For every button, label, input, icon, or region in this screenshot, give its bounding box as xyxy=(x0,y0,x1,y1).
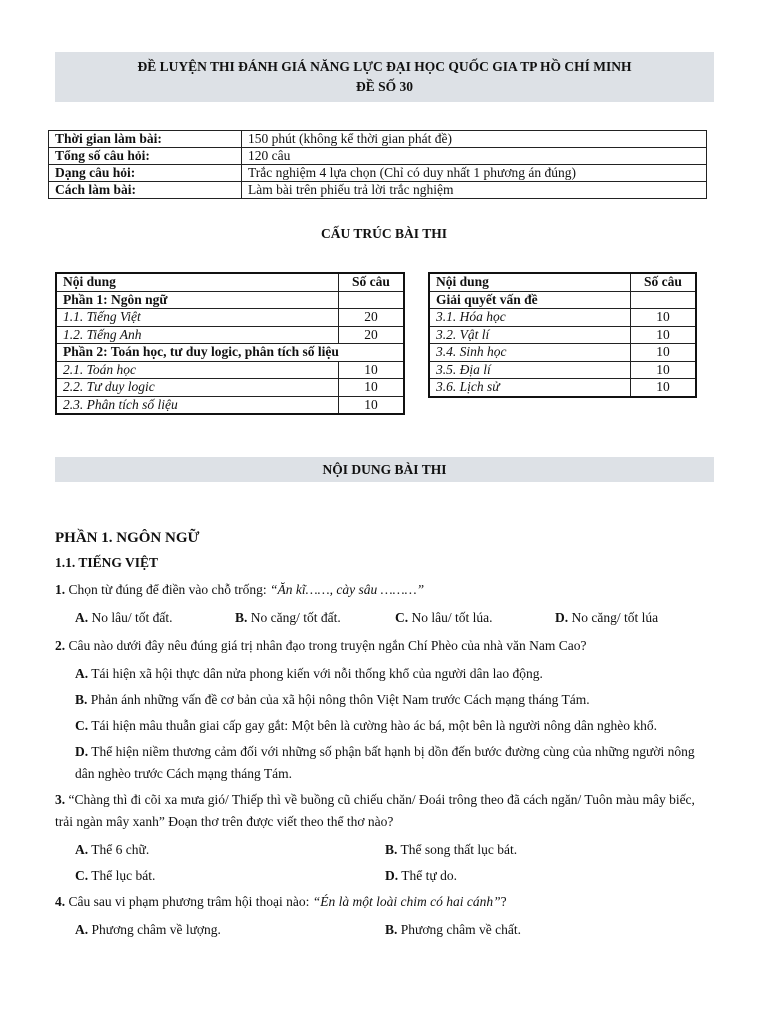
option-label: B. xyxy=(75,692,88,707)
table-header-row xyxy=(429,273,696,291)
option-text: Tái hiện mâu thuẫn giai cấp gay gắt: Một bên là cường hào ác bá, một bên là người nông dân nghèo khổ. xyxy=(91,718,658,733)
subject-cell: 1.1. Tiếng Việt xyxy=(56,309,339,327)
subject-cell: 2.2. Tư duy logic xyxy=(56,379,339,397)
option-label: C. xyxy=(75,868,89,883)
option-label: B. xyxy=(385,842,398,857)
info-key: Dạng câu hỏi: xyxy=(49,165,242,182)
option-text: Thể hiện niềm thương cảm đối với những số phận bất hạnh bị dồn đến bước đường cùng của những người nông dân nghèo trước Cách mạng tháng Tám. xyxy=(75,744,695,781)
structure-title: CẤU TRÚC BÀI THI xyxy=(321,226,447,241)
table-row xyxy=(429,326,696,344)
option-d[interactable] xyxy=(555,607,715,629)
subject-cell: 2.1. Toán học xyxy=(56,361,339,379)
table-header-row xyxy=(56,273,404,291)
question-quote: “Ăn kĩ……, cày sâu ………” xyxy=(270,582,425,597)
content-banner: NỘI DUNG BÀI THI xyxy=(55,457,714,482)
empty-cell xyxy=(339,291,405,309)
option-label: D. xyxy=(555,610,569,625)
option-d[interactable] xyxy=(385,865,695,887)
subject-cell: 3.6. Lịch sử xyxy=(429,379,631,397)
option-label: D. xyxy=(75,744,89,759)
option-text: No căng/ tốt lúa xyxy=(571,610,659,625)
subject-cell: 3.4. Sinh học xyxy=(429,344,631,362)
option-label: B. xyxy=(235,610,248,625)
subject-cell: 3.1. Hóa học xyxy=(429,309,631,327)
option-text: No lâu/ tốt lúa. xyxy=(411,610,493,625)
question-tail: ? xyxy=(500,894,507,909)
table-row xyxy=(56,344,404,362)
count-cell: 10 xyxy=(631,379,697,397)
question-1 xyxy=(55,579,715,601)
table-row xyxy=(429,361,696,379)
col-header: Số câu xyxy=(339,273,405,291)
question-3 xyxy=(55,789,715,833)
empty-cell xyxy=(631,291,697,309)
info-key: Tổng số câu hỏi: xyxy=(49,148,242,165)
info-key: Thời gian làm bài: xyxy=(49,131,242,148)
count-cell: 10 xyxy=(339,379,405,397)
table-row xyxy=(56,361,404,379)
option-a[interactable] xyxy=(75,919,385,941)
option-b[interactable] xyxy=(385,839,695,861)
structure-table-left xyxy=(55,272,405,415)
question-4-options-row1 xyxy=(75,919,715,941)
col-header: Số câu xyxy=(631,273,697,291)
question-text: Câu nào dưới đây nêu đúng giá trị nhân đạo trong truyện ngắn Chí Phèo của nhà văn Nam Cao? xyxy=(65,638,587,653)
question-number: 3. xyxy=(55,792,66,807)
subject-cell: 2.3. Phân tích số liệu xyxy=(56,396,339,414)
option-text: No lâu/ tốt đất. xyxy=(91,610,173,625)
option-label: A. xyxy=(75,922,89,937)
table-row xyxy=(49,148,707,165)
question-4 xyxy=(55,891,715,913)
question-3-options-row2 xyxy=(75,865,715,887)
table-row xyxy=(49,165,707,182)
question-number: 2. xyxy=(55,638,66,653)
table-row xyxy=(429,309,696,327)
option-label: A. xyxy=(75,610,89,625)
option-text: Phản ánh những vấn đề cơ bản của xã hội nông thôn Việt Nam trước Cách mạng tháng Tám. xyxy=(90,692,590,707)
count-cell: 10 xyxy=(339,361,405,379)
option-label: A. xyxy=(75,666,89,681)
structure-table-right xyxy=(428,272,697,398)
option-b[interactable] xyxy=(235,607,395,629)
table-row xyxy=(429,344,696,362)
option-c[interactable] xyxy=(395,607,555,629)
subject-cell: 3.5. Địa lí xyxy=(429,361,631,379)
info-value: Trắc nghiệm 4 lựa chọn (Chỉ có duy nhất 1 phương án đúng) xyxy=(242,165,707,182)
part-label: Phần 1: Ngôn ngữ xyxy=(56,291,339,309)
option-label: C. xyxy=(395,610,409,625)
count-cell: 20 xyxy=(339,326,405,344)
table-row xyxy=(56,291,404,309)
option-text: Thể lục bát. xyxy=(91,868,156,883)
option-a[interactable] xyxy=(75,663,715,685)
subject-cell: 3.2. Vật lí xyxy=(429,326,631,344)
question-text: Chọn từ đúng để điền vào chỗ trống: xyxy=(65,582,271,597)
exam-info-table xyxy=(48,130,707,199)
option-c[interactable] xyxy=(75,865,385,887)
part-heading: PHẦN 1. NGÔN NGỮ xyxy=(55,530,200,546)
col-header: Nội dung xyxy=(429,273,631,291)
option-text: Thể song thất lục bát. xyxy=(400,842,518,857)
question-number: 1. xyxy=(55,582,66,597)
info-value: Làm bài trên phiếu trả lời trắc nghiệm xyxy=(242,182,707,199)
question-2 xyxy=(55,635,715,657)
part-label: Phần 2: Toán học, tư duy logic, phân tích số liệu xyxy=(56,344,404,362)
option-label: C. xyxy=(75,718,89,733)
count-cell: 10 xyxy=(631,309,697,327)
exam-content xyxy=(55,530,715,945)
section-heading: 1.1. TIẾNG VIỆT xyxy=(55,555,159,570)
option-label: B. xyxy=(385,922,398,937)
question-1-options xyxy=(75,607,715,629)
table-row xyxy=(56,326,404,344)
exam-title: ĐỀ LUYỆN THI ĐÁNH GIÁ NĂNG LỰC ĐẠI HỌC QUỐC GIA TP HỒ CHÍ MINH xyxy=(137,59,632,74)
col-header: Nội dung xyxy=(56,273,339,291)
question-text: Câu sau vi phạm phương trâm hội thoại nào: xyxy=(65,894,313,909)
exam-header-banner xyxy=(55,52,714,102)
option-text: Phương châm về lượng. xyxy=(91,922,221,937)
table-row xyxy=(56,396,404,414)
option-text: Tái hiện xã hội thực dân nửa phong kiến với nỗi thống khổ của người dân lao động. xyxy=(91,666,543,681)
option-b[interactable] xyxy=(385,919,695,941)
subject-cell: 1.2. Tiếng Anh xyxy=(56,326,339,344)
option-text: Thể 6 chữ. xyxy=(91,842,150,857)
option-text: Phương châm về chất. xyxy=(400,922,521,937)
question-quote: “Én là một loài chim có hai cánh” xyxy=(312,894,501,909)
count-cell: 10 xyxy=(339,396,405,414)
table-row xyxy=(49,131,707,148)
question-text: “Chàng thì đi cõi xa mưa gió/ Thiếp thì về buồng cũ chiếu chăn/ Đoái trông theo đã cách ngăn/ Tuôn màu mây biếc, trải ngàn mây xanh” Đoạn thơ trên được viết theo thể thơ nào? xyxy=(55,792,695,829)
count-cell: 10 xyxy=(631,344,697,362)
info-key: Cách làm bài: xyxy=(49,182,242,199)
option-b[interactable] xyxy=(75,689,715,711)
count-cell: 20 xyxy=(339,309,405,327)
table-row xyxy=(56,309,404,327)
option-d[interactable] xyxy=(75,741,715,785)
option-label: A. xyxy=(75,842,89,857)
part-label: Giải quyết vấn đề xyxy=(429,291,631,309)
option-a[interactable] xyxy=(75,607,235,629)
count-cell: 10 xyxy=(631,326,697,344)
option-a[interactable] xyxy=(75,839,385,861)
option-text: No căng/ tốt đất. xyxy=(250,610,341,625)
info-value: 150 phút (không kể thời gian phát đề) xyxy=(242,131,707,148)
option-label: D. xyxy=(385,868,399,883)
option-c[interactable] xyxy=(75,715,715,737)
question-number: 4. xyxy=(55,894,66,909)
question-3-options-row1 xyxy=(75,839,715,861)
count-cell: 10 xyxy=(631,361,697,379)
info-value: 120 câu xyxy=(242,148,707,165)
table-row xyxy=(429,291,696,309)
table-row xyxy=(49,182,707,199)
table-row xyxy=(56,379,404,397)
option-text: Thể tự do. xyxy=(401,868,457,883)
exam-number: ĐỀ SỐ 30 xyxy=(355,79,413,94)
table-row xyxy=(429,379,696,397)
